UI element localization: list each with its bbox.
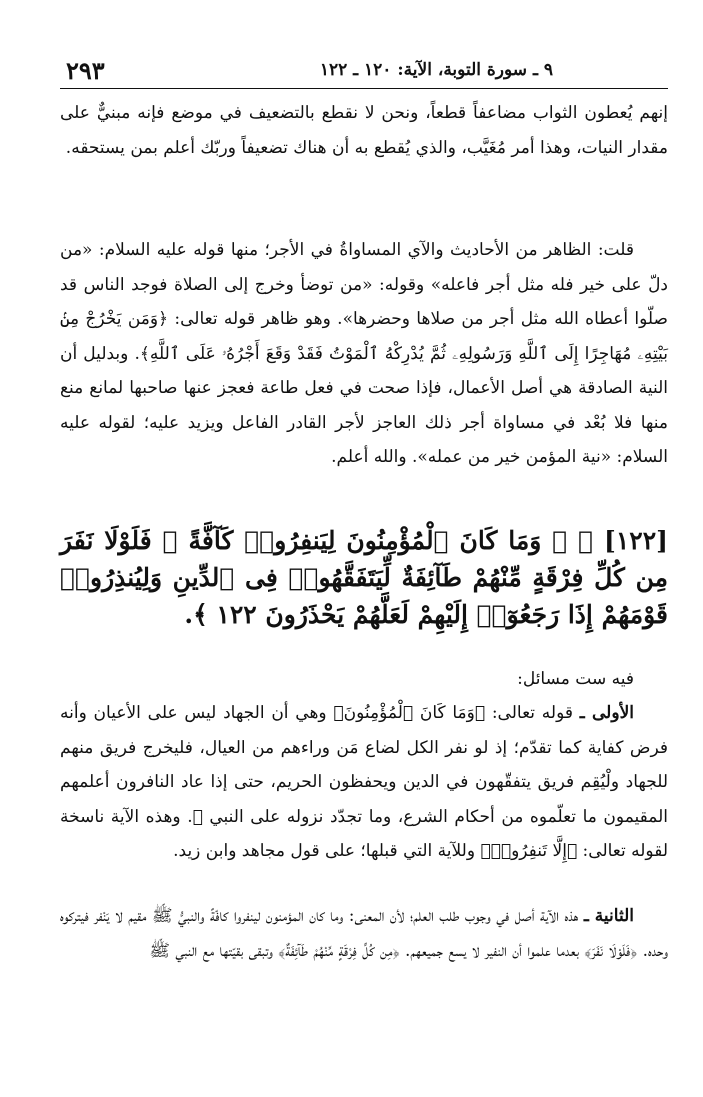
paragraph bbox=[60, 899, 668, 968]
paragraph: فيه ست مسائل: bbox=[517, 669, 634, 689]
paragraph: قلت: الظاهر من الأحاديث والآي المساواةُ في الأجر؛ منها قوله عليه السلام: «من دلّ على خير فله مثل أجر فاعله» وقوله: «من توضأ وخرج إلى الصلاة فوجد الناس قد صلّوا أعطاه الله مثل أجر من صلاها وحضرها». وهو ظاهر قوله تعالى: ﴿وَمَن يَخْرُجْ مِنۢ بَيْتِهِۦ مُهَاجِرًا إِلَى ٱللَّهِ وَرَسُولِهِۦ ثُمَّ يُدْرِكْهُ ٱلْمَوْتُ فَقَدْ وَقَعَ أَجْرُهُۥ عَلَى ٱللَّهِ﴾. وبدليل أن النية الصادقة هي أصل الأعمال، فإذا صحت في فعل طاعة فعجز عنها صاحبها لمانع منع منها فلا بُعْد في مساواة أجر ذلك العاجز لأجر القادر الفاعل ويزيد عليه؛ لقوله عليه السلام: «نية المؤمن خير من عمله». والله أعلم. bbox=[60, 240, 668, 467]
page-header bbox=[60, 52, 668, 89]
verse-block bbox=[60, 522, 668, 633]
page-number: ٢٩٣ bbox=[66, 56, 105, 85]
paragraph-5-block bbox=[60, 899, 668, 968]
section-lead: الثانية ـ bbox=[583, 906, 634, 926]
section-lead: الأولى ـ bbox=[579, 703, 634, 723]
paragraph-text: قوله تعالى: ﴿وَمَا كَانَ ٱلْمُؤْمِنُونَ﴾ وهي أن الجهاد ليس على الأعيان وأنه فرض كفاية كما تقدّم؛ إذ لو نفر الكل لضاع مَن وراءهم من العيال، فليخرج فريق منهم للجهاد ولْيُقِم فريق يتفقّهون في الدين ويحفظون الحريم، حتى إذا عاد النافرون أعلمهم المقيمون ما تعلّموه من أحكام الشرع، وما تجدّد نزوله على النبي ﷺ. وهذه الآية ناسخة لقوله تعالى: ﴿إِلَّا تَنفِرُوا۟﴾ وللآية التي قبلها؛ على قول مجاهد وابن زيد. bbox=[60, 703, 668, 861]
paragraph bbox=[60, 696, 668, 869]
paragraph-text: هذه الآية أصل في وجوب طلب العلم؛ لأن المعنى: وما كان المؤمنون لينفروا كافّةً والنبيُّ ﷺ مقيم لا يَنْفر فيتركوه وحده. ﴿فَلَوْلَا نَفَرَ﴾ بعدما علموا أن النفير لا يسع جميعهم. ﴿مِن كُلِّ فِرْقَةٍ مِّنْهُمْ طَآئِفَةٌ﴾ وتبقى بقيّتها مع النبي ﷺ bbox=[60, 906, 668, 961]
quran-verse: [١٢٢] ﴿ ۞ وَمَا كَانَ ٱلْمُؤْمِنُونَ لِيَنفِرُوا۟ كَآفَّةً ۚ فَلَوْلَا نَفَرَ مِن كُلِّ فِرْقَةٍ مِّنْهُمْ طَآئِفَةٌ لِّيَتَفَقَّهُوا۟ فِى ٱلدِّينِ وَلِيُنذِرُوا۟ قَوْمَهُمْ إِذَا رَجَعُوٓا۟ إِلَيْهِمْ لَعَلَّهُمْ يَحْذَرُونَ ١٢٢ ﴾. bbox=[60, 526, 668, 629]
paragraph: إنهم يُعطون الثواب مضاعفاً قطعاً، ونحن لا نقطع بالتضعيف في موضع فإنه مبنيٌّ على مقدار النيات، وهذا أمر مُغَيَّب، والذي يُقطع به أن هناك تضعيفاً وربّك أعلم بمن يستحقه. bbox=[60, 103, 668, 158]
paragraph-2-block bbox=[60, 233, 668, 475]
paragraph-3-block bbox=[60, 662, 668, 697]
running-title: ٩ ـ سورة التوبة، الآية: ١٢٠ ـ ١٢٢ bbox=[319, 60, 553, 80]
paragraph-4-block bbox=[60, 696, 668, 869]
paragraph-1-block bbox=[60, 96, 668, 165]
